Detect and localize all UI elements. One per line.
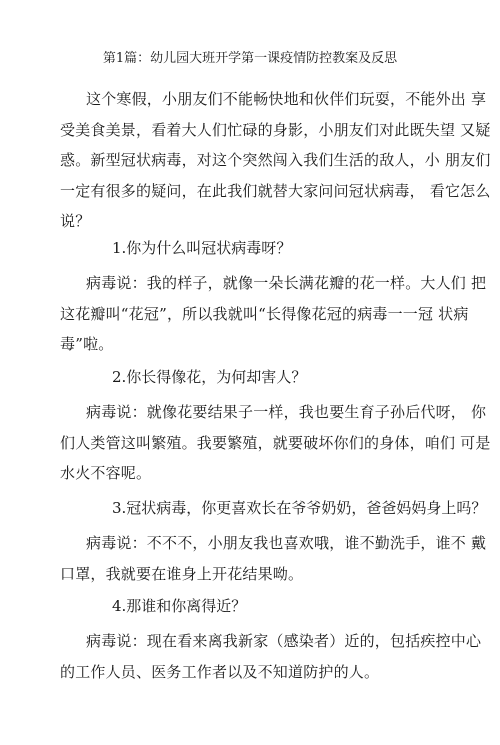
intro-line-3: 惑。新型冠状病毒，对这个突然闯入我们生活的敌人，小 朋友们 — [60, 151, 491, 169]
answer-3-line-2: 口罩，我就要在谁身上开花结果呦。 — [60, 564, 304, 583]
answer-4-paragraph — [60, 626, 482, 687]
question-2: 2.你长得像花，为何却害人？ — [112, 368, 307, 386]
intro-line-2: 受美食美景，看着大人们忙碌的身影，小朋友们对此既失望 又疑 — [60, 120, 491, 139]
answer-2-line-3: 水火不容呢。 — [60, 464, 152, 482]
question-4: 4.那谁和你离得近？ — [112, 597, 247, 615]
answer-4-line-2: 的工作人员、医务工作者以及不知道防护的人。 — [60, 662, 380, 681]
question-3: 3.冠状病毒，你更喜欢长在爷爷奶奶，爸爸妈妈身上吗？ — [112, 499, 487, 517]
answer-1-line-3: 毒”啦。 — [60, 335, 114, 353]
answer-1-line-2: 这花瓣叫“花冠”，所以我就叫“长得像花冠的病毒一一冠 状病 — [60, 304, 469, 323]
document-title: 第1篇：幼儿园大班开学第一课疫情防控教案及反思 — [102, 51, 398, 66]
answer-4-line-1: 病毒说：现在看来离我新家（感染者）近的，包括疾控中心 — [86, 632, 482, 650]
intro-line-1: 这个寒假，小朋友们不能畅快地和伙伴们玩耍，不能外出 享 — [86, 90, 487, 108]
answer-2-paragraph — [60, 397, 491, 489]
answer-1-paragraph — [60, 268, 487, 360]
intro-line-4: 一定有很多的疑问，在此我们就替大家问问冠状病毒， 看它怎么 — [60, 181, 491, 200]
answer-2-line-1: 病毒说：就像花要结果子一样，我也要生育子孙后代呀， 你 — [86, 403, 487, 421]
answer-2-line-2: 们人类管这叫繁殖。我要繁殖，就要破坏你们的身体，咱们 可是 — [60, 433, 491, 452]
intro-paragraph — [60, 84, 491, 237]
answer-3-line-1: 病毒说：不不不，小朋友我也喜欢哦，谁不勤洗手，谁不 戴 — [86, 534, 487, 552]
intro-line-5: 说？ — [60, 212, 91, 230]
answer-3-paragraph — [60, 528, 487, 589]
answer-1-line-1: 病毒说：我的样子，就像一朵长满花瓣的花一样。大人们 把 — [86, 274, 487, 292]
question-1: 1.你为什么叫冠状病毒呀？ — [112, 239, 292, 257]
